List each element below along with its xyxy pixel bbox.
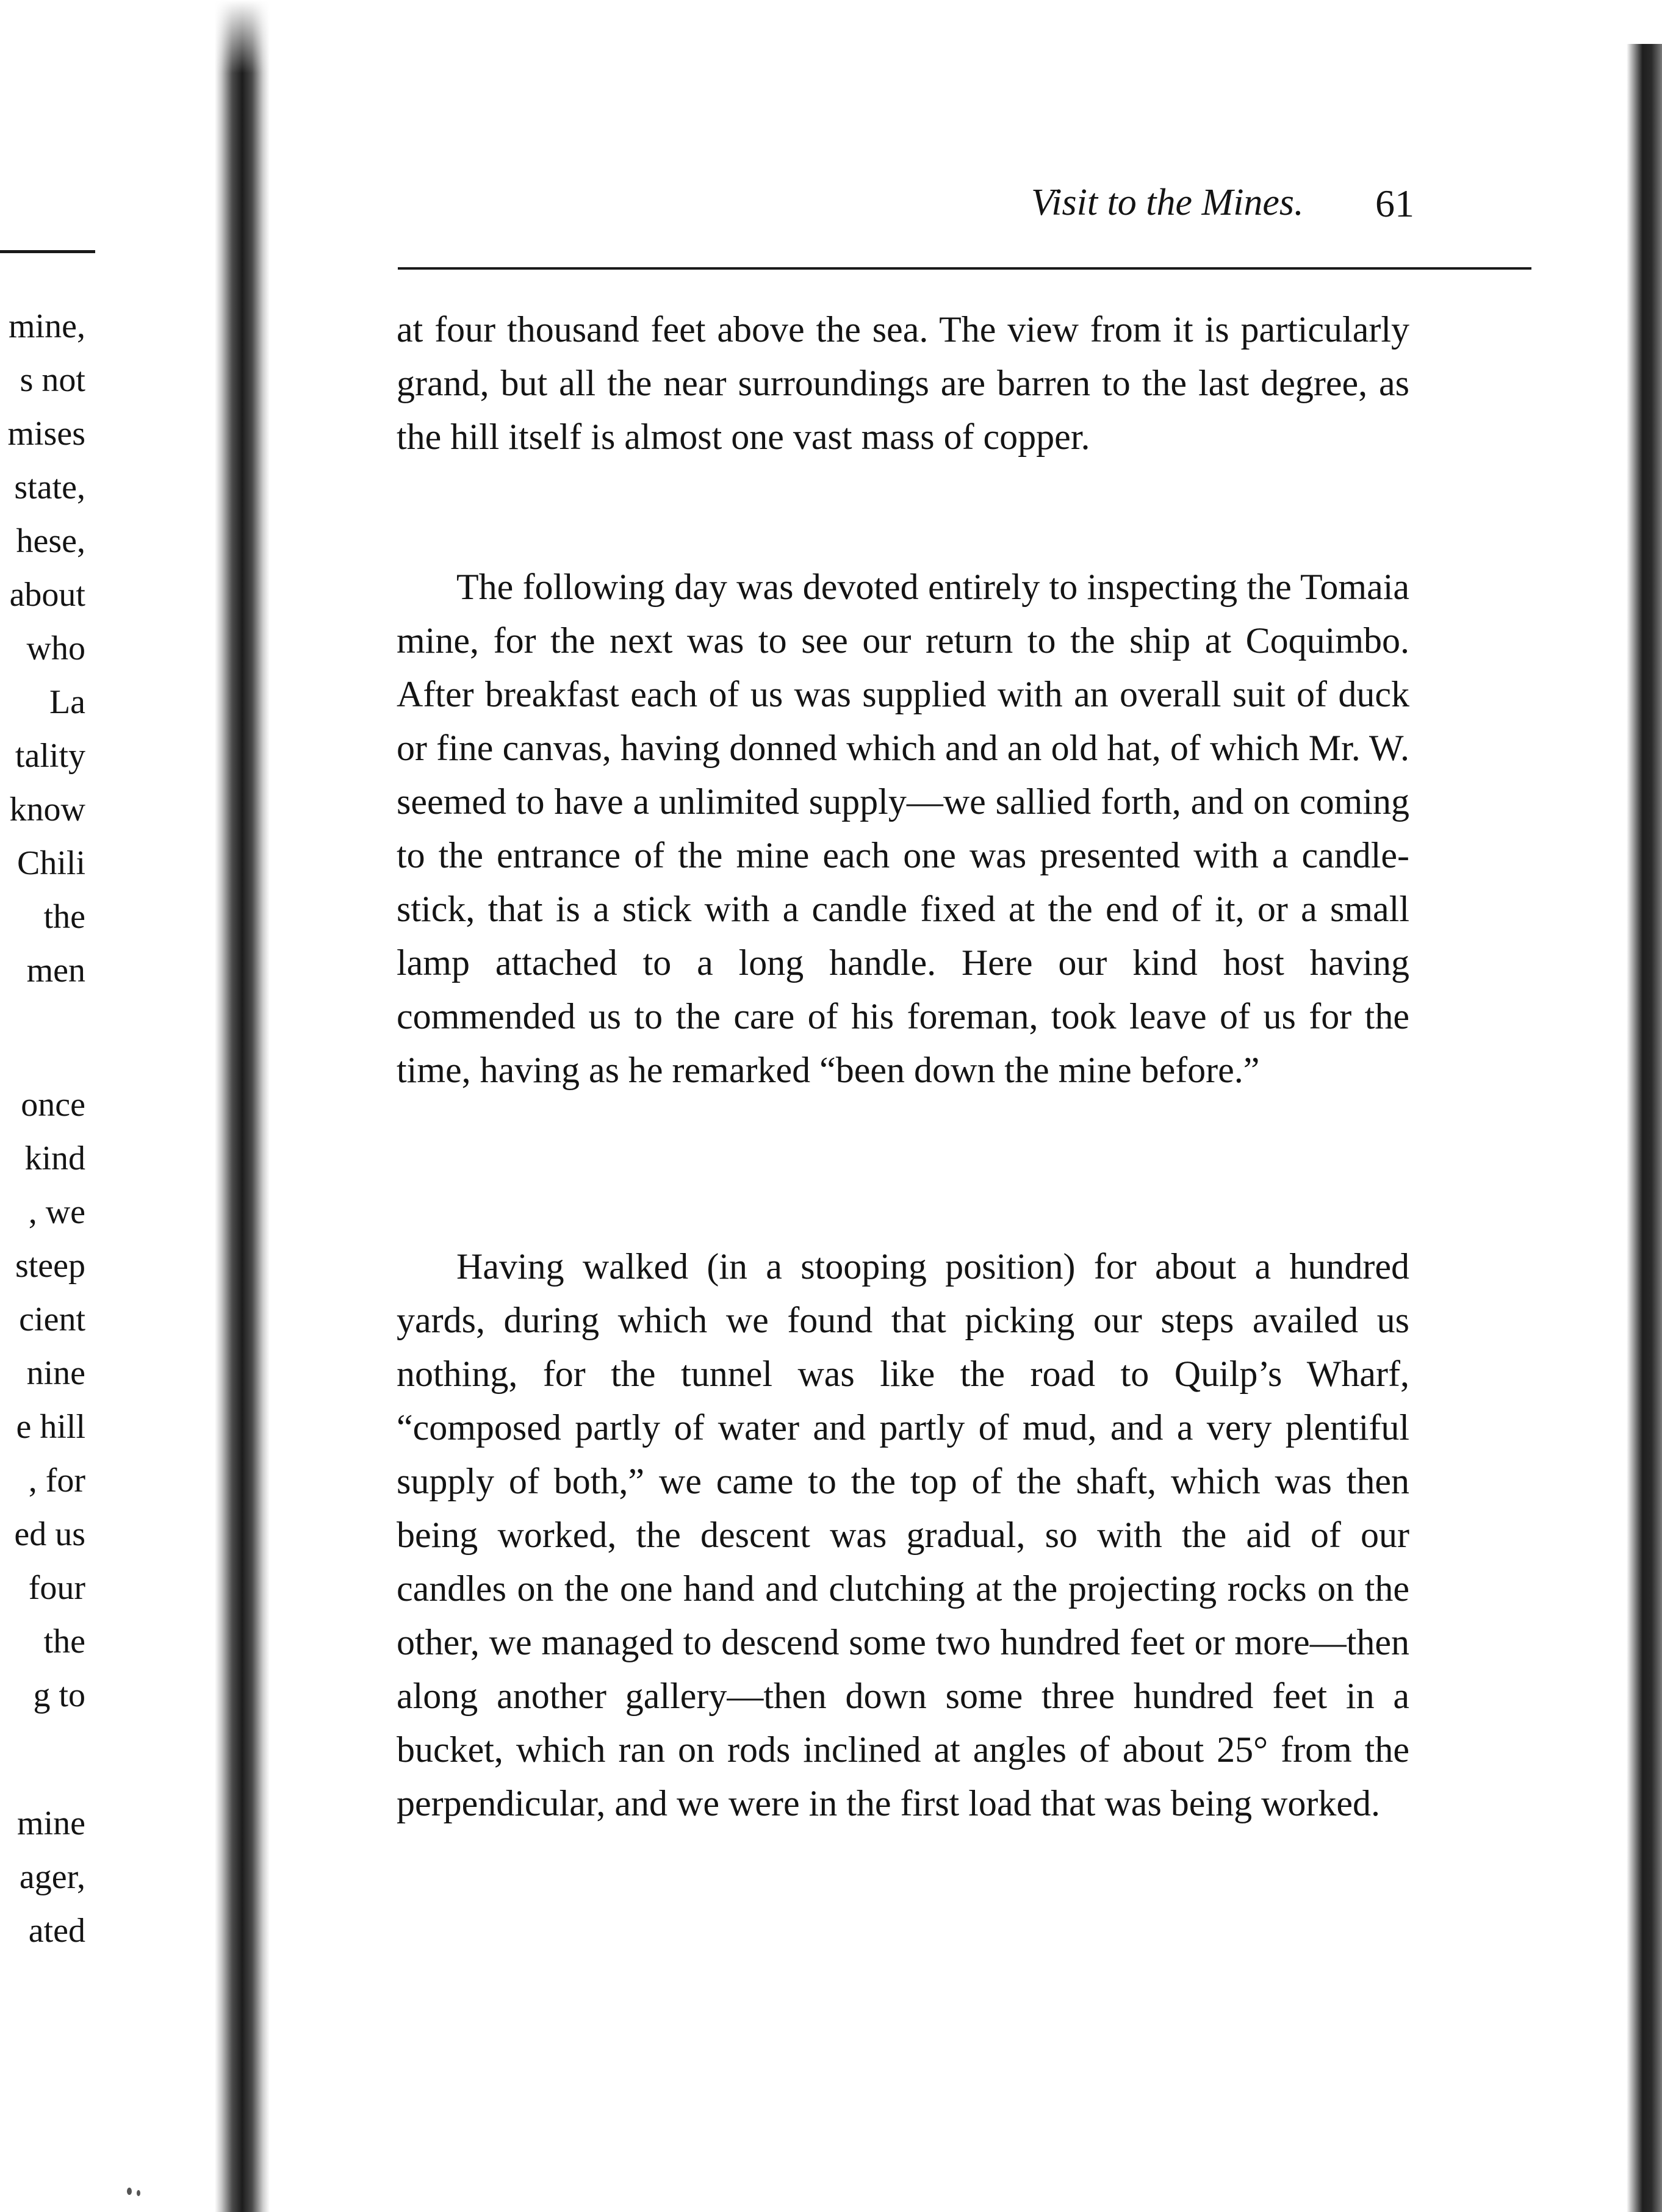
facing-page-line: s not (20, 361, 85, 399)
body-paragraph: Having walked (in a stooping position) for about a hundred yards, during which we found that picking our steps availed us nothing, for the tunnel was like the road to Quilp’s Wharf, “composed partly of water and partly of mud, and a very plentiful supply of both,” we came to the top of the shaft, which was then being worked, the descent was gradual, so with the aid of our candles on the one hand and clutching at the projecting rocks on the other, we managed to descend some two hundred feet or more—then along another gallery—then down some three hundred feet in a bucket, which ran on rods inclined at angles of about 25° from the perpendicular, and we were in the first load that was being worked. (397, 1246, 1409, 1823)
facing-page-line: Chili (16, 844, 85, 882)
body-paragraph: The following day was devoted entirely to inspecting the Tomaia mine, for the next was to see our return to the ship at Coquimbo. After breakfast each of us was supplied with an overall suit of duck or fine canvas, having donned which and an old hat, of which Mr. W. seemed to have a unlimited supply—we sallied forth, and on coming to the entrance of the mine each one was presented with a candle-stick, that is a stick with a candle fixed at the end of it, or a small lamp attached to a long handle. Here our kind host having commended us to the care of his foreman, took leave of us for the time, having as he remarked “been down the mine before.” (397, 567, 1409, 1090)
main-page (270, 0, 1627, 2212)
facing-page-line: tality (15, 737, 85, 775)
facing-page-line: cient (19, 1301, 85, 1338)
facing-page-line: e hill (16, 1408, 85, 1446)
header-rule (398, 267, 1531, 270)
facing-page-line: , for (28, 1462, 85, 1499)
facing-page-line: ed us (14, 1515, 85, 1553)
facing-page-line: once (21, 1086, 85, 1124)
facing-page-line: about (9, 576, 85, 614)
facing-page-line: who (26, 630, 85, 667)
facing-page-line: ager, (19, 1858, 85, 1896)
facing-page-line: the (43, 898, 85, 936)
book-spine-gutter (215, 0, 270, 2212)
facing-page-line: men (26, 952, 85, 989)
page-stack-edge (1627, 44, 1662, 2212)
facing-page-line: four (28, 1569, 85, 1607)
facing-page-line: the (43, 1623, 85, 1661)
facing-page-line: La (49, 683, 85, 721)
facing-page-line: kind (24, 1140, 85, 1177)
scan-speck (127, 2188, 132, 2195)
facing-page-line: state, (14, 469, 85, 506)
facing-page-line: hese, (16, 522, 85, 560)
facing-page-line: g to (33, 1676, 85, 1714)
scan-speck (137, 2190, 140, 2196)
facing-page-line: mine (17, 1804, 85, 1842)
facing-page-line: steep (15, 1247, 85, 1285)
facing-page-line: know (9, 791, 85, 828)
facing-page-fragment (0, 0, 226, 2212)
running-head: Visit to the Mines. (1031, 182, 1304, 223)
facing-page-line: nine (26, 1354, 85, 1392)
page-number: 61 (1375, 182, 1414, 225)
body-paragraph: at four thousand feet above the sea. The view from it is particularly grand, but all the near surroundings are barren to the last degree, as the hill itself is almost one vast mass of copper. (397, 309, 1409, 457)
facing-page-line: mises (7, 415, 85, 453)
facing-page-line: , we (28, 1193, 85, 1231)
facing-page-line: ated (28, 1912, 85, 1950)
facing-page-line: mine, (9, 307, 85, 345)
facing-page-text-column (0, 0, 85, 2212)
